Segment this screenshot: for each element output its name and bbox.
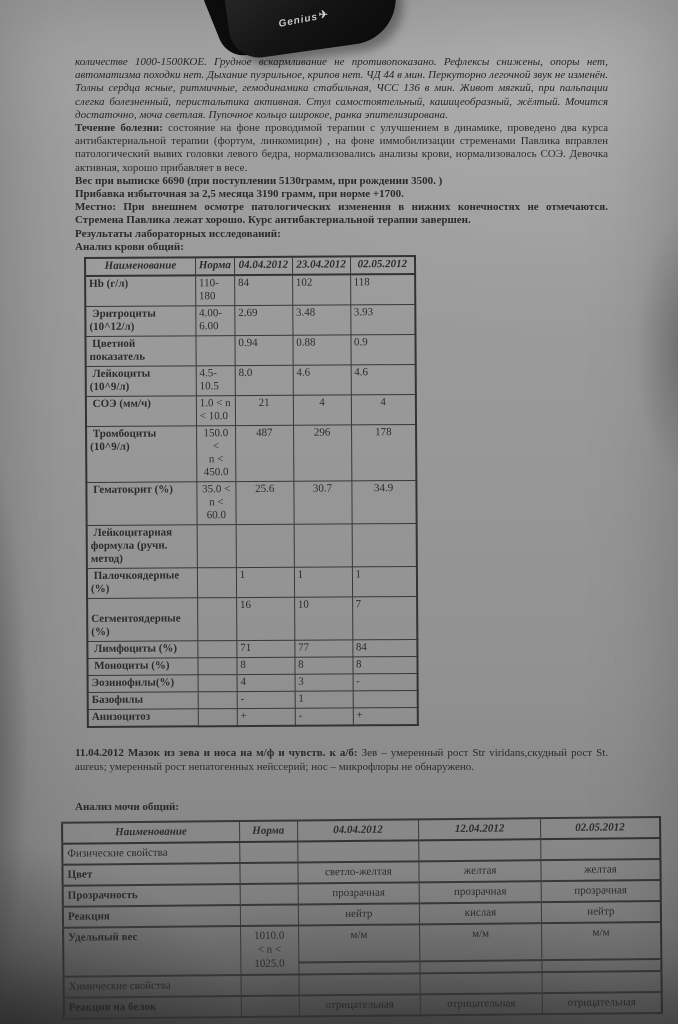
table-cell: 8	[237, 657, 295, 674]
table-cell: -	[353, 674, 418, 691]
col-header-date3: 02.05.2012	[540, 817, 660, 839]
smear-paragraph	[75, 746, 608, 774]
table-cell	[196, 336, 235, 366]
table-cell: 84	[234, 275, 292, 306]
table-cell: 8	[352, 657, 417, 674]
table-cell	[198, 658, 237, 675]
row-label: Hb (г/л)	[85, 275, 195, 306]
table-cell: 10	[294, 597, 352, 640]
table-cell: 21	[235, 395, 293, 425]
table-cell: 4	[351, 395, 416, 425]
row-label: Тромбоциты (10^9/л)	[86, 426, 197, 483]
row-label: Цветной показатель	[85, 336, 195, 367]
disease-course-paragraph	[75, 122, 608, 175]
table-cell	[198, 641, 237, 658]
table-cell: 296	[293, 425, 351, 481]
table-row	[87, 567, 417, 599]
table-cell	[197, 598, 236, 641]
blood-test-heading: Анализ крови общий:	[75, 240, 184, 253]
table-row	[64, 992, 662, 1019]
genius-device-body	[220, 0, 401, 61]
disease-course-text: состояние на фоне проводимой терапии с улучшением в динамике, проведено два курса антибактериальной терапии (фортум, линкомицин) , на фоне иммобилизации стременами Павлика вправлен патологический вывих головки левого бедра, нормализовались анализы крови, нормализовалось СОЭ. Девочка активная, хорошо прибавляет в весе.	[75, 122, 608, 174]
row-label: Лимфоциты (%)	[87, 641, 197, 659]
clinical-status-paragraph: количестве 1000-1500КОЕ. Грудное вскармливание не противопоказано. Рефлексы снижены, опоры нет, автоматизма походки нет. Дыхание пуэрильное, крипов нет. ЧД 44 в мин. Перкуторно легочной звук не изменён. Толны сердца ясные, ритмичные, гемодинамика стабильная, ЧСС 136 в мин. Живот мягкий, при пальпации слегка болезненный, перистальтика активная. Стул самостоятельный, кашицеобразный, жёлтый. Мочится достаточно, моча светлая. Пупочное кольцо широкое, ранка эпителизирована.	[75, 56, 608, 121]
table-cell	[294, 524, 352, 567]
row-label: Физические свойства	[62, 842, 239, 865]
row-label: Сегментоядерные (%)	[87, 598, 198, 642]
table-cell: 178	[351, 425, 416, 481]
table-row	[86, 395, 416, 427]
table-cell	[542, 971, 662, 993]
table-cell: отрицательная	[542, 992, 662, 1014]
col-header-norm: Норма	[239, 821, 297, 843]
table-row	[86, 425, 416, 483]
table-cell: 35.0 < n < 60.0	[197, 482, 236, 525]
table-cell	[299, 974, 421, 996]
table-cell: прозрачная	[541, 880, 661, 902]
table-cell: 3	[295, 674, 353, 691]
table-cell: 34.9	[351, 481, 416, 524]
table-cell	[241, 996, 299, 1018]
table-row	[85, 305, 415, 337]
table-cell: +	[353, 708, 418, 726]
table-cell: 4	[237, 674, 295, 691]
table-row	[87, 597, 417, 642]
blood-test-table-body	[85, 256, 418, 727]
table-cell: прозрачная	[419, 881, 541, 903]
table-cell: м/м	[420, 923, 542, 961]
table-cell: 30.7	[294, 481, 352, 524]
table-cell: желтая	[541, 859, 661, 881]
table-cell: 487	[235, 425, 293, 481]
smear-text: Зев – умеренный рост Str viridans,скудный рост St. aureus; умеренный рост непатогенных нейссерий; нос – микрофлоры не обнаружено.	[75, 747, 609, 774]
table-cell	[198, 709, 237, 727]
col-header-date1: 04.04.2012	[297, 820, 419, 842]
table-cell: 110- 180	[195, 275, 234, 306]
row-label: Цвет	[62, 863, 239, 886]
table-cell: -	[295, 708, 353, 726]
row-label: Базофилы	[88, 692, 198, 710]
table-cell	[352, 524, 417, 567]
col-header-name: Наименование	[85, 257, 195, 276]
urine-test-table	[61, 816, 663, 1020]
col-header-name: Наименование	[62, 821, 239, 844]
table-cell: нейтр	[541, 901, 661, 923]
col-header-date1: 04.04.2012	[234, 257, 292, 275]
table-row	[85, 335, 415, 367]
table-cell: 1	[236, 567, 294, 597]
table-cell: 4.5- 10.5	[196, 366, 235, 396]
col-header-date2: 12.04.2012	[419, 818, 541, 840]
table-cell	[236, 524, 294, 567]
table-cell: 3.48	[292, 305, 350, 335]
table-cell: прозрачная	[298, 883, 420, 905]
table-cell: +	[237, 708, 295, 726]
table-cell: 8.0	[235, 365, 293, 395]
table-row	[85, 274, 415, 307]
table-cell	[353, 691, 418, 708]
table-cell	[197, 525, 236, 568]
table-cell	[197, 568, 236, 598]
table-cell: 8	[295, 657, 353, 674]
table-cell: 84	[352, 640, 417, 657]
table-row	[88, 691, 418, 710]
smear-label: 11.04.2012 Мазок из зева и носа на м/ф и чувств. к а/б:	[75, 747, 358, 760]
row-label: Эозинофилы(%)	[88, 675, 198, 693]
table-cell	[240, 884, 298, 906]
discharge-weight-line: Вес при выписке 6690 (при поступлении 5130грамм, при рождении 3500. )	[75, 174, 443, 187]
blood-test-table	[84, 255, 419, 728]
row-label: Лейкоцитарная формула (ручн. метод)	[87, 525, 198, 569]
table-cell: кислая	[420, 902, 542, 924]
row-label: Реакция на белок	[64, 996, 241, 1019]
row-label: СОЭ (мм/ч)	[86, 396, 196, 427]
lab-results-heading: Результаты лабораторных исследований:	[75, 227, 281, 240]
row-label: Лейкоциты (10^9/л)	[86, 366, 196, 397]
table-cell: 77	[295, 640, 353, 657]
table-cell: 1	[352, 567, 417, 597]
table-cell: 1010.0 < n < 1025.0	[240, 926, 298, 976]
document-page	[67, 56, 636, 1014]
row-label: Химические свойства	[64, 975, 241, 998]
table-cell: отрицательная	[420, 993, 542, 1015]
table-cell: 4.6	[351, 365, 416, 395]
table-cell	[239, 842, 297, 864]
table-cell	[541, 838, 661, 860]
col-header-date3: 02.05.2012	[350, 256, 415, 274]
table-cell: 71	[237, 640, 295, 657]
table-row	[85, 256, 415, 276]
urine-test-heading: Анализ мочи общий:	[75, 801, 180, 814]
table-cell: -	[237, 691, 295, 708]
table-cell	[240, 863, 298, 885]
table-cell: нейтр	[298, 904, 420, 926]
urine-test-table-body	[62, 817, 662, 1019]
table-cell: 1.0 < n < 10.0	[196, 396, 235, 426]
disease-course-label: Течение болезни:	[75, 122, 163, 135]
genius-arrow-icon: ✈	[318, 9, 329, 22]
table-cell: 102	[292, 274, 350, 305]
genius-device	[220, 0, 401, 61]
table-cell	[198, 675, 237, 692]
table-cell: 4	[293, 395, 351, 425]
row-label: Анизоцитоз	[88, 709, 198, 727]
table-cell	[419, 839, 541, 861]
table-cell: 150.0 < n < 450.0	[196, 426, 235, 482]
col-header-date2: 23.04.2012	[292, 256, 350, 274]
table-cell: 0.94	[235, 335, 293, 365]
table-cell: м/м	[541, 922, 661, 960]
local-status-line: Местно: При внешнем осмотре патологических изменения в нижних конечностях не отмечаются. Стремена Павлика лежат хорошо. Курс антибактериальной терапии завершен.	[75, 201, 608, 227]
table-cell: м/м	[298, 925, 420, 963]
table-cell: 0.9	[350, 335, 415, 365]
table-cell: 25.6	[236, 481, 294, 524]
table-cell	[241, 975, 299, 997]
table-cell	[420, 972, 542, 994]
table-cell	[297, 841, 419, 863]
table-cell: желтая	[419, 860, 541, 882]
table-cell: 4.6	[293, 365, 351, 395]
row-label: Гематокрит (%)	[86, 482, 197, 526]
table-cell: 0.88	[293, 335, 351, 365]
table-row	[63, 922, 661, 964]
table-cell: 1	[295, 691, 353, 708]
row-label: Моноциты (%)	[87, 658, 197, 676]
table-cell: 7	[352, 597, 417, 640]
table-row	[86, 481, 416, 526]
table-row	[88, 674, 418, 693]
genius-brand-text: Genius	[277, 11, 319, 30]
row-label: Реакция	[63, 905, 240, 928]
weight-gain-line: Прибавка избыточная за 2,5 месяца 3190 грамм, при норме +1700.	[75, 188, 404, 201]
table-cell: светло-желтая	[297, 862, 419, 884]
row-label: Эритроциты (10^12/л)	[85, 306, 195, 337]
table-row	[88, 708, 418, 728]
table-cell	[198, 692, 237, 709]
table-cell: 2.69	[235, 305, 293, 335]
table-row	[86, 365, 416, 397]
table-cell: 1	[294, 567, 352, 597]
table-cell: отрицательная	[299, 995, 421, 1017]
table-row	[87, 657, 417, 676]
table-cell: 4.00- 6.00	[196, 306, 235, 336]
row-label: Удельный вес	[63, 926, 241, 977]
table-cell	[240, 905, 298, 927]
table-row	[87, 640, 417, 659]
table-cell: 16	[236, 597, 294, 640]
row-label: Палочкоядерные (%)	[87, 568, 197, 599]
table-cell: 3.93	[350, 305, 415, 335]
row-label: Прозрачность	[63, 884, 240, 907]
col-header-norm: Норма	[195, 257, 234, 275]
table-cell: 118	[350, 274, 415, 305]
table-row	[87, 524, 417, 569]
